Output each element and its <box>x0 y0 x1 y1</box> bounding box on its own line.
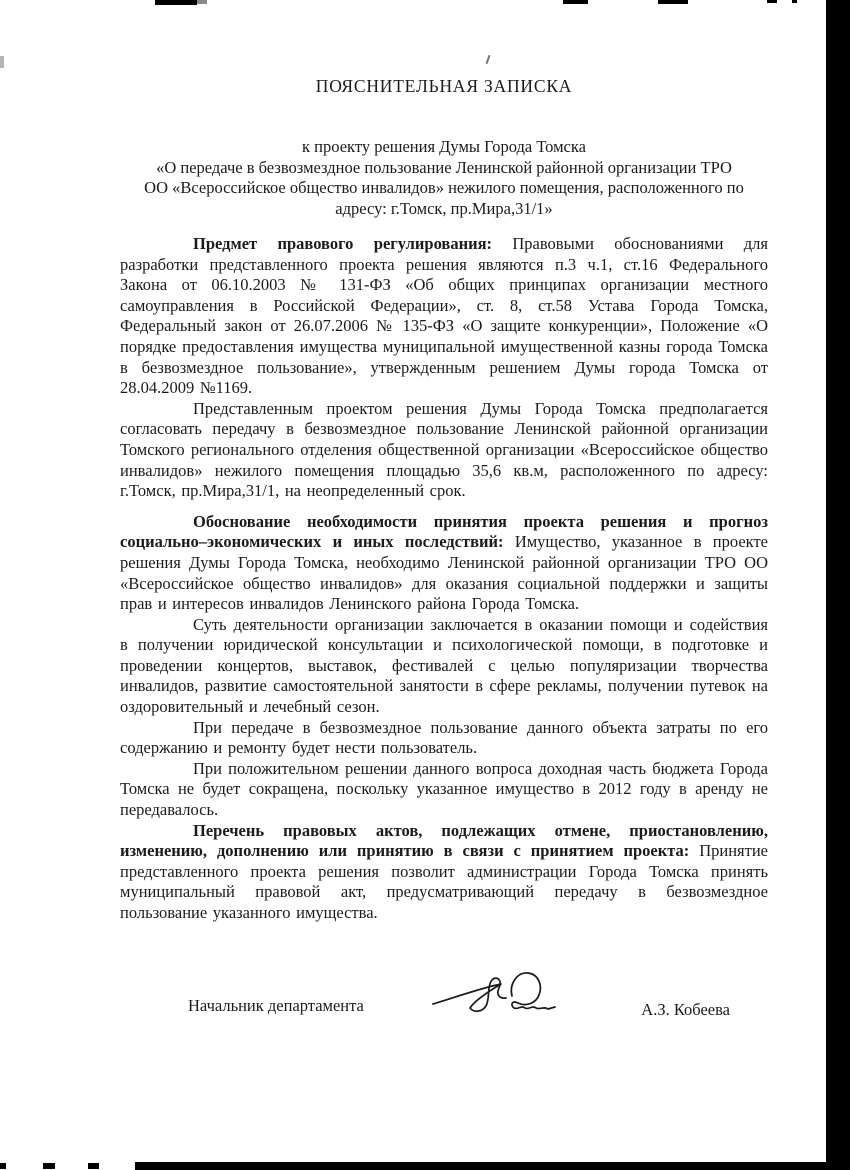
document-content <box>120 0 768 1084</box>
paragraph-text: При передаче в безвозмездное пользование данного объекта затраты по его содержанию и ремонту будет нести пользователь. <box>120 717 768 758</box>
paragraph-lead-bold: Перечень правовых актов, подлежащих отмене, приостановлению, изменению, дополнению или принятию в связи с принятием проекта: <box>120 820 768 861</box>
subtitle-line: адресу: г.Томск, пр.Мира,31/1» <box>335 198 553 218</box>
scan-artifact-right-bar <box>826 0 850 1170</box>
scan-artifact-bottom-1 <box>0 1163 6 1169</box>
paragraph-text: Суть деятельности организации заключается в оказании помощи и содействия в получении юридической консультации и психологической помощи, в подготовке и проведении концертов, выставок, фестивалей с целью популяризации творчества инвалидов, развитие самостоятельной занятости в сфере рекламы, получении путевок на оздоровительный и лечебный сезон. <box>120 614 768 717</box>
paragraph <box>120 512 768 615</box>
paragraph-text: Имущество, указанное в проекте решения Думы Города Томска, необходимо Ленинской районной организации ТРО ОО «Всероссийское общество инвалидов» для оказания социальной поддержки и защиты прав и интересов инвалидов Ленинского района Города Томска. <box>120 532 768 614</box>
subtitle-line: ОО «Всероссийское общество инвалидов» нежилого помещения, расположенного по <box>144 178 744 197</box>
scan-artifact-bottom-3 <box>88 1163 99 1169</box>
scan-artifact-left-smudge <box>0 56 4 68</box>
paragraph <box>120 615 768 718</box>
signature-block <box>120 994 768 1084</box>
signature-name: А.З. Кобеева <box>641 999 730 1019</box>
paragraph-text: Принятие представленного проекта решения позволит администрации Города Томска принять муниципальный правовой акт, предусматривающий передачу в безвозмездное пользование указанного имущества. <box>120 841 768 922</box>
paragraph-text: При положительном решении данного вопроса доходная часть бюджета Города Томска не будет сокращена, поскольку указанное имущество в 2012 году в аренду не передавалось. <box>120 758 768 820</box>
paragraph-lead-bold: Предмет правового регулирования: <box>193 234 493 253</box>
scan-artifact-bottom-2 <box>43 1163 55 1169</box>
paragraph <box>120 821 768 924</box>
scan-artifact-bottom-bar <box>135 1162 850 1170</box>
scan-artifact-top-5 <box>792 0 797 3</box>
paragraph <box>120 399 768 502</box>
scan-artifact-top-4 <box>767 0 777 3</box>
paragraph-text: Правовыми обоснованиями для разработки представленного проекта решения являются п.3 ч.1, ст.16 Федерального Закона от 06.10.2003 № 131-ФЗ «Об общих принципах организации местного самоуправления в Российской Федерации», ст. 8, ст.58 Устава Города Томска, Федеральный закон от 26.07.2006 № 135-ФЗ «О защите конкуренции», Положение «О порядке предоставления имущества муниципальной имущественной казны города Томска в безвозмездное пользование», утвержденным решением Думы города Томска от 28.04.2009 №1169. <box>120 234 768 398</box>
document-body <box>120 234 768 924</box>
signature-position-label: Начальник департамента <box>188 995 364 1015</box>
subtitle-line: к проекту решения Думы Города Томска <box>302 137 586 156</box>
paragraph <box>120 718 768 759</box>
subtitle-line: «О передаче в безвозмездное пользование Ленинской районной организации ТРО <box>156 157 732 177</box>
paragraph <box>120 234 768 399</box>
document-title: ПОЯСНИТЕЛЬНАЯ ЗАПИСКА <box>315 76 573 96</box>
paragraph <box>120 759 768 821</box>
signature-scribble <box>425 958 573 1030</box>
paragraph-lead-bold: Обоснование необходимости принятия проекта решения и прогноз социально–экономических и иных последствий: <box>120 511 768 552</box>
document-subtitle <box>120 137 768 219</box>
paragraph-text: Представленным проектом решения Думы Города Томска предполагается согласовать передачу в безвозмездное пользование Ленинской районной организации Томского регионального отделения общественной организации «Всероссийское общество инвалидов» нежилого помещения площадью 35,6 кв.м, расположенного по адресу: г.Томск, пр.Мира,31/1, на неопределенный срок. <box>120 398 768 501</box>
